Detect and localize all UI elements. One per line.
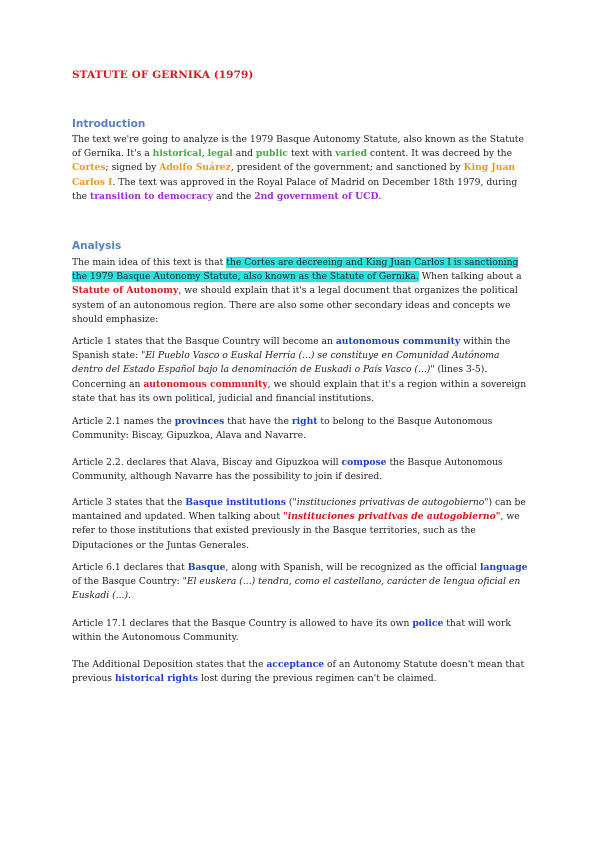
analysis-paragraph-article-17-1: [72, 617, 532, 645]
text: , president of the government; and sanctioned by: [230, 162, 464, 174]
term-historical: historical: [152, 148, 202, 160]
text: ) can be mantained and updated. When talking about: [72, 497, 526, 523]
text: of the Basque Country:: [72, 576, 183, 588]
term-compose: compose: [341, 457, 387, 468]
text: When talking about a: [418, 271, 522, 283]
quote-highlighted: "instituciones privativas de autogobierno": [282, 511, 501, 523]
highlighted-main-idea: the Cortes are decreeing and King Juan Carlos I is sanctioning the 1979 Basque Autonomy Statute, also known as the Statute of Gernika.: [72, 257, 519, 283]
term-king: King Juan Carlos I: [72, 162, 516, 188]
text: ; signed by: [105, 162, 160, 174]
term-right: right: [291, 416, 318, 427]
term-acceptance: acceptance: [266, 659, 325, 670]
text: (lines 3-5). Concerning an: [72, 364, 488, 390]
quote: "instituciones privativas de autogobierno": [292, 497, 489, 508]
introduction-paragraph: [72, 133, 532, 204]
text: and: [232, 148, 256, 160]
term-legal: legal: [207, 148, 233, 160]
analysis-paragraph-article-1: [72, 335, 532, 406]
term-transition: transition to democracy: [89, 190, 214, 202]
text: the Basque Autonomous Community, although Navarre has the possibility to join if desired.: [72, 457, 503, 483]
term-language: language: [480, 562, 528, 573]
text: , we should explain that it's a region within a sovereign state that has its own political, judicial and financial institutions.: [72, 378, 527, 404]
quote: "El Pueblo Vasco o Euskal Herria (...) se constituye en Comunidad Autónoma dentro del Estado Español bajo la denominación de Euskadi o País Vasco (...)": [72, 350, 500, 376]
text: within the Spanish state:: [72, 336, 511, 362]
text: to belong to the Basque Autonomous Community: Biscay, Gipuzkoa, Alava and Navarre.: [72, 416, 493, 442]
text: The Additional Deposition states that the: [72, 659, 267, 670]
analysis-paragraph-article-3: [72, 496, 532, 553]
text: Article 2.2. declares that Alava, Biscay and Gipuzkoa will: [72, 457, 342, 468]
term-autonomous-community-2: autonomous community: [143, 378, 268, 390]
quote: "El euskera (...) tendra, como el castellano, carácter de lengua oficial en Euskadi (...).: [72, 576, 521, 602]
term-ucd: 2nd government of UCD: [254, 190, 379, 202]
introduction-heading: Introduction: [72, 118, 146, 130]
text: .: [378, 190, 382, 202]
term-basque: Basque: [187, 562, 226, 573]
text: Article 17.1 declares that the Basque Country is allowed to have its own: [72, 618, 413, 629]
text: content. It was decreed by the: [367, 148, 513, 160]
term-cortes: Cortes: [72, 162, 106, 174]
term-statute: Statute of Autonomy: [72, 285, 179, 297]
document-title: STATUTE OF GERNIKA (1979): [72, 69, 254, 81]
text: lost during the previous regimen can't be claimed.: [198, 673, 437, 685]
text: ,: [201, 148, 208, 160]
term-autonomous-community: autonomous community: [335, 336, 461, 347]
term-historical-rights: historical rights: [114, 673, 199, 685]
analysis-paragraph-additional-deposition: [72, 658, 532, 686]
text: and the: [213, 190, 255, 202]
text: The text we're going to analyze is the 1979 Basque Autonomy Statute, also known as the Statute of Gernika. It's a: [72, 134, 524, 160]
text: Article 2.1 names the: [72, 416, 175, 427]
analysis-paragraph-article-2-1: [72, 415, 532, 443]
text: The main idea of this text is that: [72, 257, 227, 268]
term-public: public: [255, 148, 289, 160]
text: that will work within the Autonomous Community.: [72, 618, 511, 644]
analysis-heading: Analysis: [72, 240, 122, 252]
text: (: [285, 497, 293, 508]
text: , we should explain that it's a legal document that organizes the political system of an autonomous region. There are also some other secondary ideas and concepts we should emphasize:: [72, 285, 518, 325]
term-basque-institutions: Basque institutions: [185, 497, 286, 508]
text: Article 3 states that the: [72, 497, 186, 508]
term-varied: varied: [335, 148, 368, 160]
text: , along with Spanish, will be recognized as the official: [225, 562, 481, 573]
term-police: police: [412, 618, 444, 629]
text: that have the: [224, 416, 292, 427]
text: . The text was approved in the Royal Palace of Madrid on December 18th 1979, during the: [72, 176, 518, 202]
term-suarez: Adolfo Suárez: [159, 162, 231, 174]
text: Article 1 states that the Basque Country will become an: [72, 336, 336, 347]
analysis-paragraph-article-2-2: [72, 456, 532, 484]
analysis-paragraph-article-6-1: [72, 561, 532, 604]
term-provinces: provinces: [174, 416, 225, 427]
analysis-paragraph-main-idea: [72, 256, 532, 327]
text: of an Autonomy Statute doesn't mean that previous: [72, 659, 525, 685]
text: , we refer to those institutions that existed previously in the Basque territories, such as the Diputaciones or the Juntas Generales.: [72, 511, 520, 551]
text: Article 6.1 declares that: [72, 562, 188, 573]
text: text with: [288, 148, 336, 160]
